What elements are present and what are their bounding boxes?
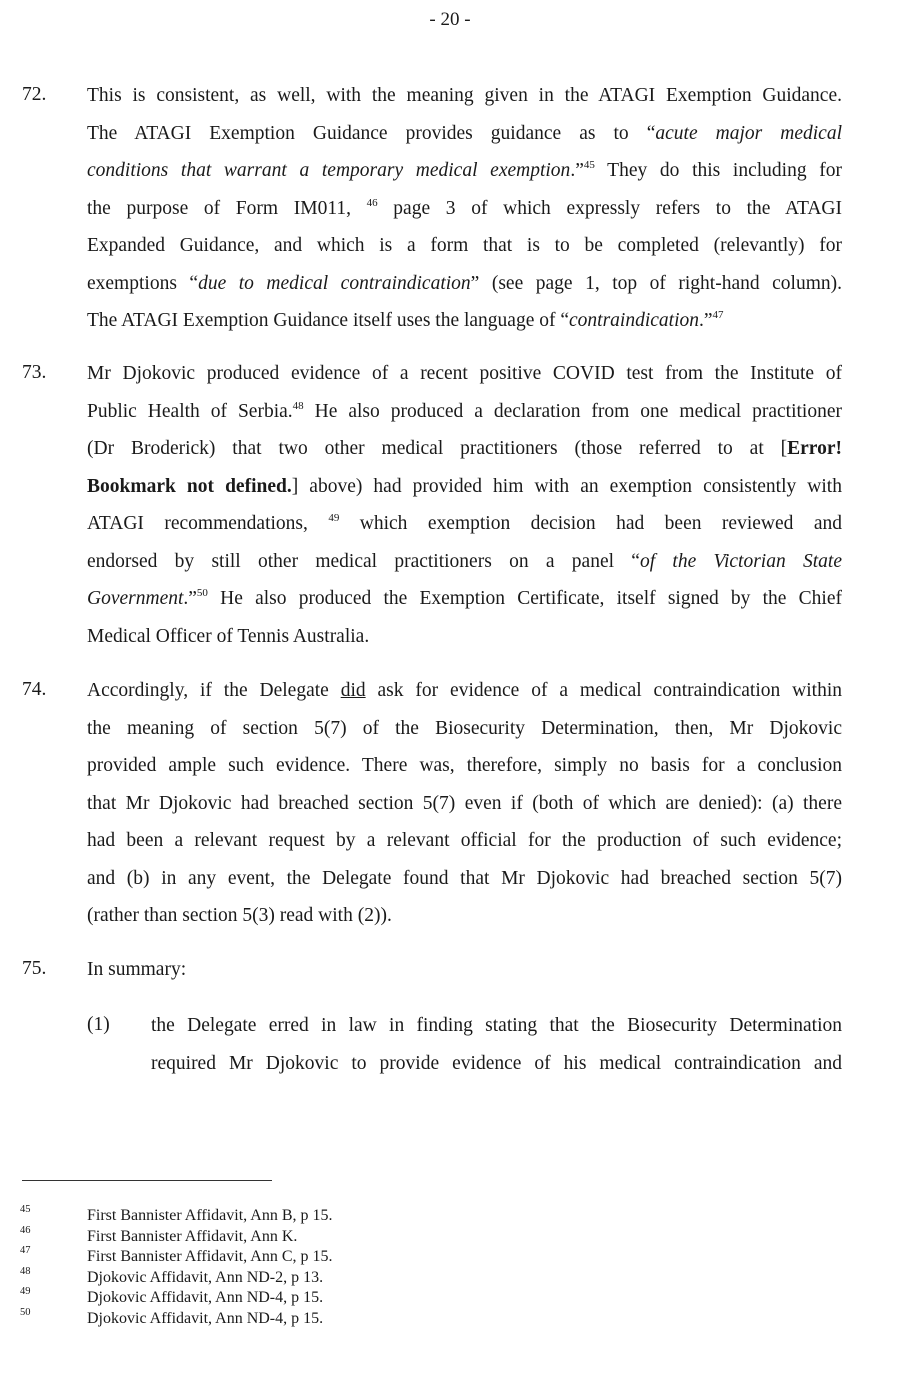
paragraph-line xyxy=(87,717,842,741)
text-run: In summary: xyxy=(87,959,187,980)
text-run: Accordingly, if the Delegate xyxy=(87,680,341,701)
italic-text: conditions that warrant a temporary medical exemption xyxy=(87,160,571,181)
underlined-text: did xyxy=(340,680,366,701)
footnote-number: 48 xyxy=(20,1265,31,1277)
text-run: (Dr Broderick) that two other medical practitioners (those referred to at [ xyxy=(87,438,788,459)
italic-text: acute major medical xyxy=(655,122,842,144)
text-run: endorsed by still other medical practitioners on a panel “ xyxy=(87,550,640,572)
paragraph-line xyxy=(87,362,842,386)
text-run: ask for evidence of a medical contraindication within xyxy=(365,680,842,701)
footnote-ref[interactable]: 46 xyxy=(366,196,378,209)
footnote-48 xyxy=(0,1265,900,1288)
paragraph-line xyxy=(87,958,842,982)
footnote-46 xyxy=(0,1224,900,1247)
paragraph-line xyxy=(87,234,842,258)
bold-text: Bookmark not defined. xyxy=(87,475,292,497)
italic-text: contraindication xyxy=(569,310,700,331)
text-run: ATAGI recommendations, xyxy=(87,513,329,534)
paragraph-number: 73. xyxy=(22,362,47,383)
text-run: The ATAGI Exemption Guidance provides guidance as to “ xyxy=(87,122,656,144)
paragraph-line xyxy=(87,867,842,891)
text-run: the Delegate erred in law in finding stating that the Biosecurity Determination xyxy=(151,1015,842,1036)
paragraph-line xyxy=(87,904,842,928)
footnote-number: 45 xyxy=(20,1204,31,1215)
footnote-ref[interactable]: 50 xyxy=(196,587,208,599)
paragraph-line xyxy=(87,400,842,424)
text-run: (rather than section 5(3) read with (2)). xyxy=(87,905,392,926)
paragraph-line xyxy=(87,197,842,221)
text-run: the meaning of section 5(7) of the Biosecurity Determination, then, Mr Djokovic xyxy=(87,717,842,739)
text-run: which exemption decision had been reviewed and xyxy=(339,513,842,534)
text-run: They do this including for xyxy=(594,160,842,181)
text-run: ” (see page 1, top of right-hand column). xyxy=(470,272,843,294)
footnote-ref[interactable]: 48 xyxy=(292,399,304,412)
text-run: .” xyxy=(183,588,197,609)
text-run: the purpose of Form IM011, xyxy=(87,197,367,219)
paragraph-line xyxy=(87,550,842,574)
paragraph-line xyxy=(87,754,842,778)
footnote-ref[interactable]: 49 xyxy=(328,512,340,524)
paragraph-number: 75. xyxy=(22,958,47,979)
paragraph-number: 72. xyxy=(22,84,47,105)
italic-text: of the Victorian State xyxy=(639,550,843,572)
footnote-49 xyxy=(0,1288,900,1308)
text-run: Expanded Guidance, and which is a form that is to be completed (relevantly) for xyxy=(87,235,842,256)
subitem-line xyxy=(151,1014,842,1038)
text-run: He also produced a declaration from one medical practitioner xyxy=(303,400,842,422)
paragraph-line xyxy=(87,309,842,333)
footnote-47 xyxy=(0,1247,900,1267)
paragraph-line xyxy=(87,159,842,183)
footnote-ref[interactable]: 47 xyxy=(712,309,724,321)
footnote-ref[interactable]: 45 xyxy=(583,159,595,171)
paragraph-line xyxy=(87,84,842,108)
text-run: that Mr Djokovic had breached section 5(7) even if (both of which are denied): (a) there xyxy=(87,792,842,814)
footnote-text: First Bannister Affidavit, Ann K. xyxy=(87,1227,298,1245)
subitem-number: (1) xyxy=(87,1014,110,1035)
paragraph-line xyxy=(87,512,842,536)
footnote-number: 50 xyxy=(20,1307,31,1318)
text-run: The ATAGI Exemption Guidance itself uses the language of “ xyxy=(87,310,570,331)
text-run: ] above) had provided him with an exemption consistently with xyxy=(291,475,842,497)
paragraph-line xyxy=(87,475,842,499)
text-run: exemptions “ xyxy=(87,272,199,294)
paragraph-line xyxy=(87,122,842,146)
footnote-text: Djokovic Affidavit, Ann ND-4, p 15. xyxy=(87,1310,324,1327)
paragraph-line xyxy=(87,587,842,611)
paragraph-line xyxy=(87,272,842,296)
bold-text: Error! xyxy=(787,438,842,459)
footnote-text: Djokovic Affidavit, Ann ND-4, p 15. xyxy=(87,1289,324,1307)
text-run: required Mr Djokovic to provide evidence of his medical contraindication and xyxy=(151,1052,842,1074)
footnote-text: First Bannister Affidavit, Ann C, p 15. xyxy=(87,1248,333,1266)
text-run: Public Health of Serbia. xyxy=(87,400,293,422)
subitem-line xyxy=(151,1052,842,1076)
text-run: .” xyxy=(699,310,713,331)
paragraph-line xyxy=(87,625,842,649)
text-run: and (b) in any event, the Delegate found that Mr Djokovic had breached section 5(7) xyxy=(87,867,842,889)
page-number: - 20 - xyxy=(429,9,471,30)
footnote-text: First Bannister Affidavit, Ann B, p 15. xyxy=(87,1207,333,1224)
text-run: This is consistent, as well, with the meaning given in the ATAGI Exemption Guidance. xyxy=(87,85,842,106)
text-run: had been a relevant request by a relevant official for the production of such evidence; xyxy=(87,830,842,851)
footnote-number: 47 xyxy=(20,1245,31,1257)
text-run: Mr Djokovic produced evidence of a recent positive COVID test from the Institute of xyxy=(87,363,842,384)
text-run: page 3 of which expressly refers to the ATAGI xyxy=(377,197,842,219)
italic-text: Government xyxy=(87,588,184,609)
paragraph-line xyxy=(87,679,842,703)
footnote-number: 46 xyxy=(20,1224,31,1236)
footnote-number: 49 xyxy=(20,1286,31,1298)
italic-text: due to medical contraindication xyxy=(198,272,471,294)
text-run: Medical Officer of Tennis Australia. xyxy=(87,625,370,647)
footnote-45 xyxy=(0,1206,900,1226)
text-run: He also produced the Exemption Certificate, itself signed by the Chief xyxy=(207,588,842,609)
paragraph-line xyxy=(87,792,842,816)
footnote-separator xyxy=(22,1180,272,1181)
footnote-text: Djokovic Affidavit, Ann ND-2, p 13. xyxy=(87,1268,324,1286)
text-run: .” xyxy=(570,160,584,181)
footnote-50 xyxy=(0,1309,900,1329)
paragraph-line xyxy=(87,829,842,853)
text-run: provided ample such evidence. There was, therefore, simply no basis for a conclusion xyxy=(87,755,842,776)
paragraph-number: 74. xyxy=(22,679,47,700)
paragraph-line xyxy=(87,437,842,461)
